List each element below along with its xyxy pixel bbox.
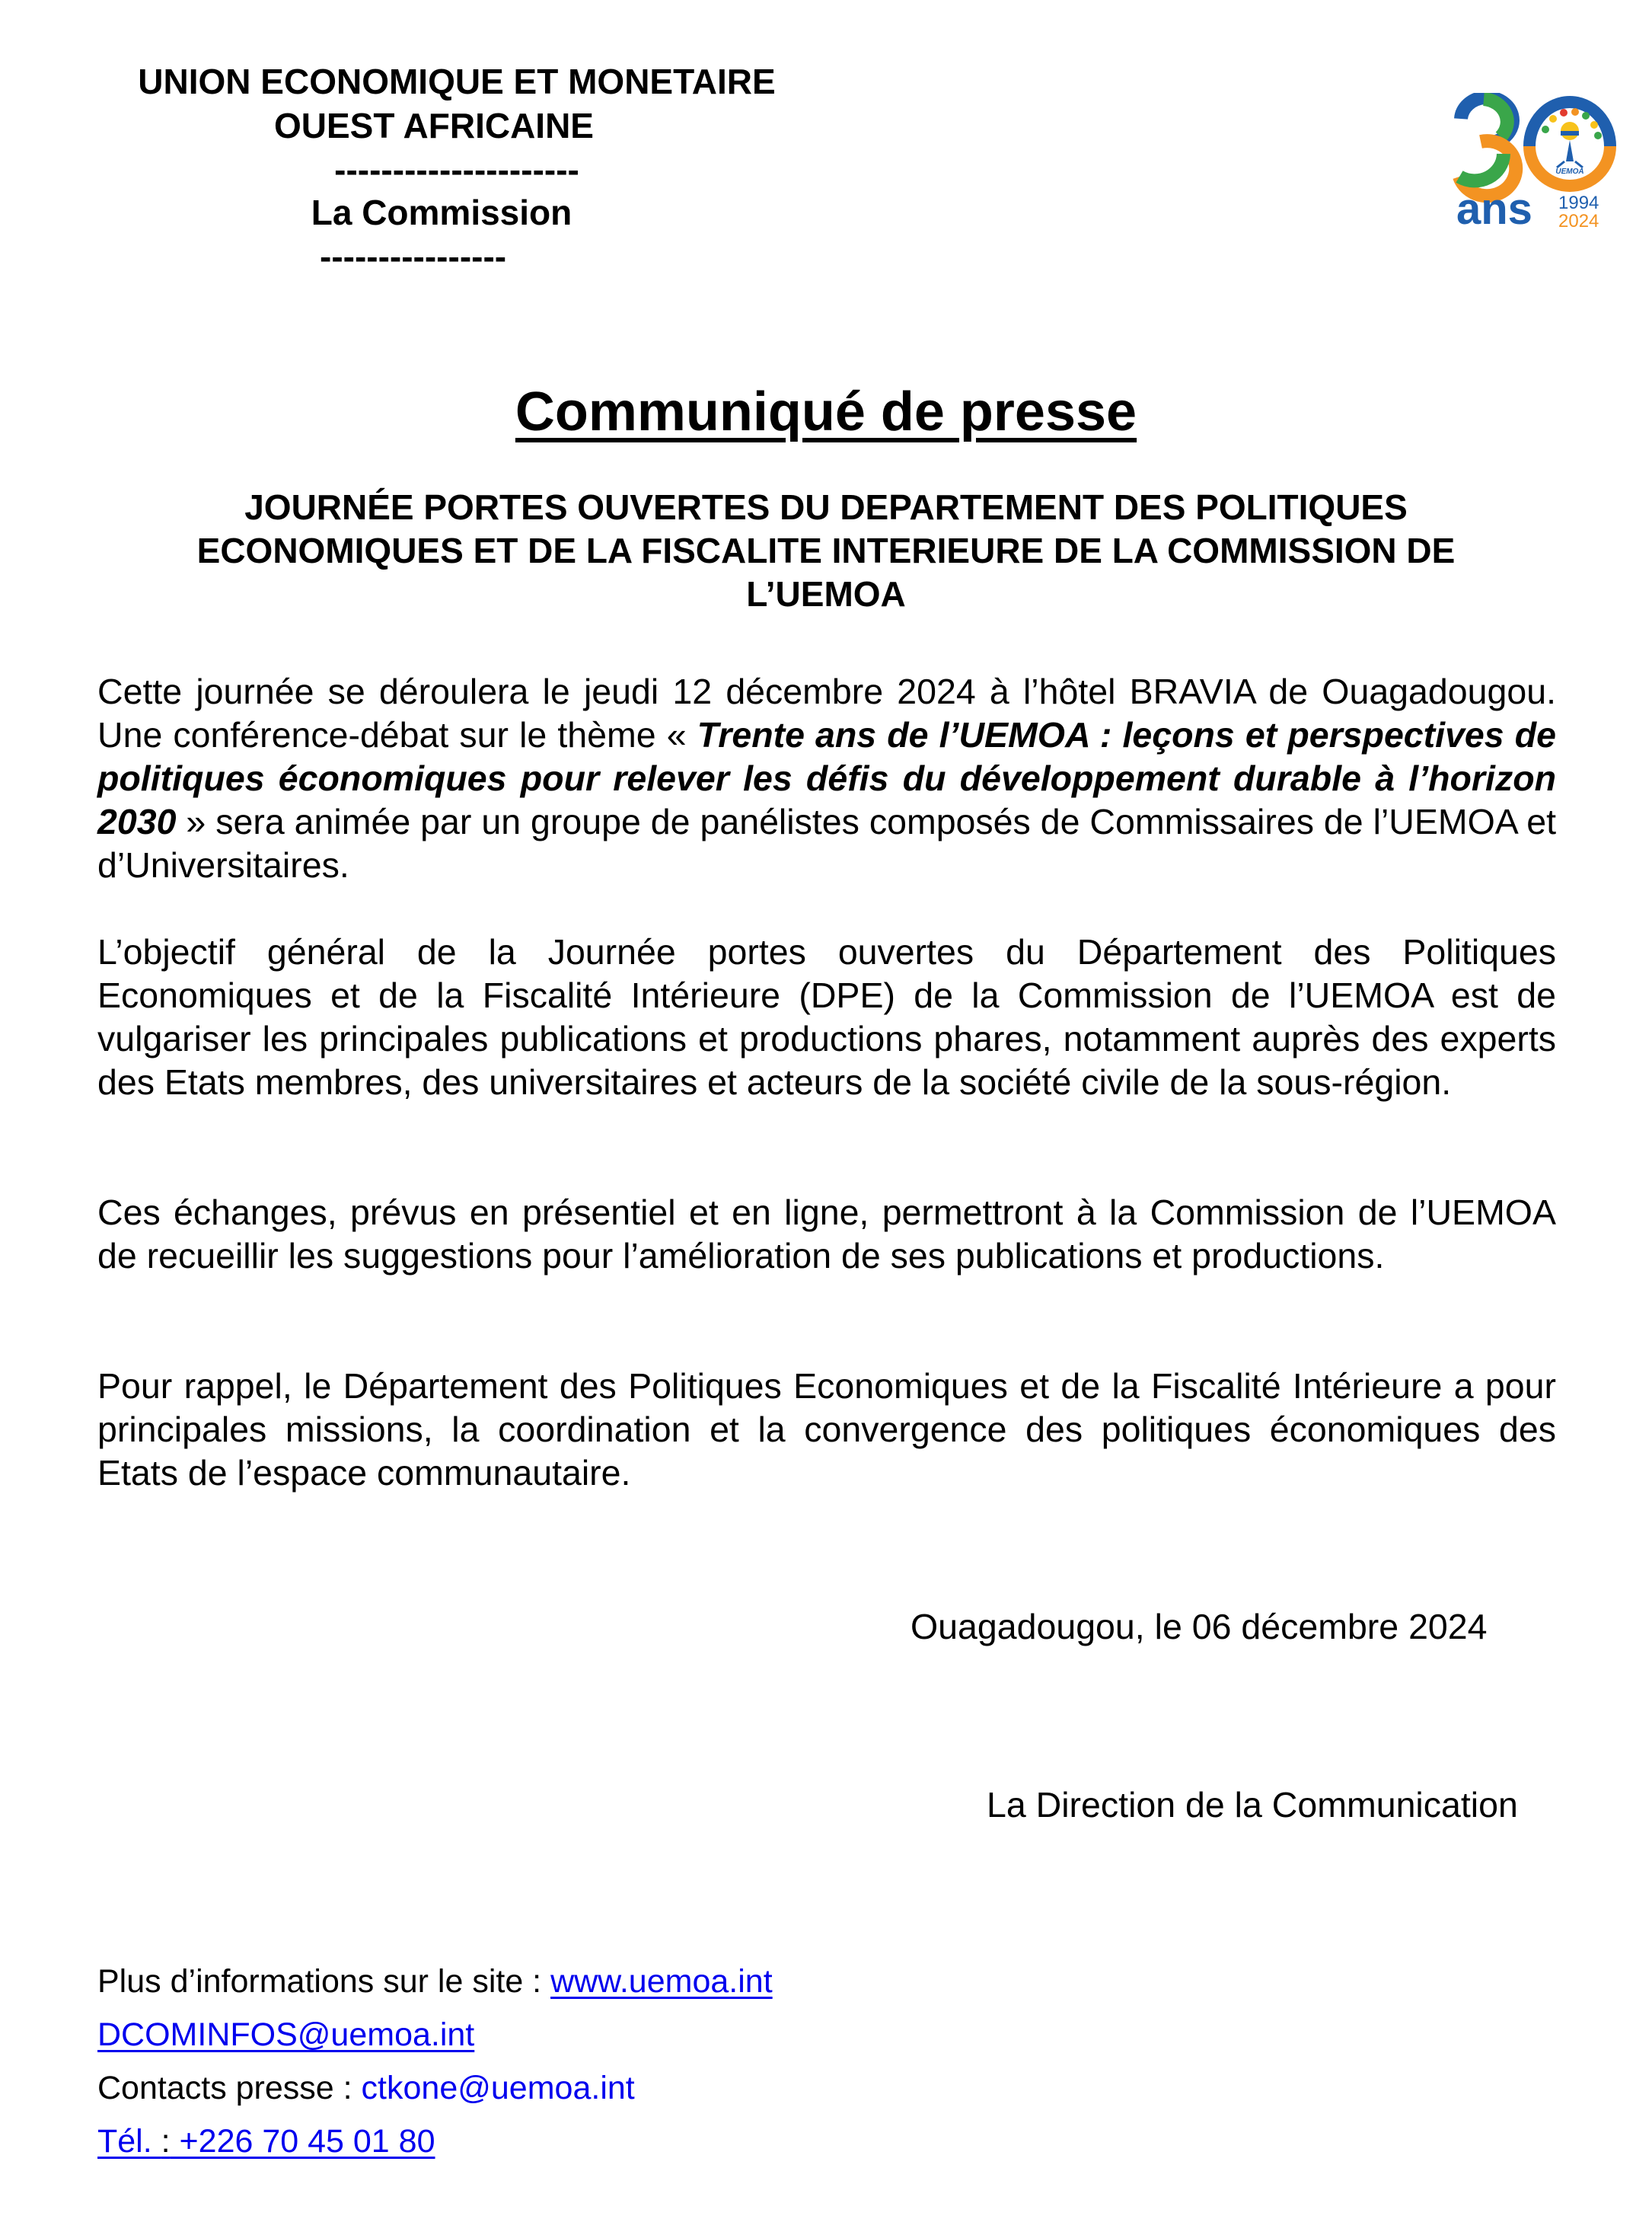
place-and-date: Ouagadougou, le 06 décembre 2024 bbox=[911, 1607, 1488, 1646]
issuer-signature: La Direction de la Communication bbox=[987, 1785, 1518, 1825]
dcominfos-email-link[interactable]: DCOMINFOS@uemoa.int bbox=[97, 2016, 475, 2053]
logo-year-start: 1994 bbox=[1558, 193, 1599, 213]
logo-graphic bbox=[1450, 93, 1618, 234]
logo-year-end: 2024 bbox=[1558, 211, 1599, 231]
phone-label[interactable]: Tél. bbox=[97, 2123, 161, 2160]
organization-name-line2: OUEST AFRICAINE bbox=[274, 106, 594, 145]
header-divider: --------------------- bbox=[334, 150, 579, 190]
footer-press-contact-line bbox=[97, 2067, 635, 2109]
footer-email-line bbox=[97, 2013, 474, 2056]
page-title-text: Communiqué de presse bbox=[515, 382, 1137, 442]
paragraph-objective: L’objectif général de la Journée portes ouvertes du Département des Politiques Economiques et de la Fiscalité Intérieure (DPE) de la Commission de l’UEMOA est de vulgariser les principales publications et productions phares, notamment auprès des experts des Etats membres, des universitaires et acteurs de la société civile de la sous-région. bbox=[97, 932, 1556, 1102]
paragraph-reminder: Pour rappel, le Département des Politiques Economiques et de la Fiscalité Intérieure a pour principales missions, la coordination et la convergence des politiques économiques des Etats de l’espace communautaire. bbox=[97, 1366, 1556, 1493]
website-label: Plus d’informations sur le site : bbox=[97, 1963, 551, 2000]
website-link[interactable]: www.uemoa.int bbox=[550, 1963, 773, 2000]
uemoa-30-years-logo bbox=[1450, 93, 1618, 234]
conference-theme: Trente ans de l’UEMOA : leçons et perspectives de politiques économiques pour relever les défis du développement durable à l’horizon 2030 bbox=[97, 715, 1557, 841]
press-contact-email[interactable]: ctkone@uemoa.int bbox=[361, 2070, 635, 2106]
footer-phone-line bbox=[97, 2120, 435, 2163]
press-release-subject: JOURNÉE PORTES OUVERTES DU DEPARTEMENT DES POLITIQUES ECONOMIQUES ET DE LA FISCALITE INTERIEURE DE LA COMMISSION DE L’UEMOA bbox=[196, 487, 1456, 614]
commission-label: La Commission bbox=[311, 193, 572, 232]
organization-name-line1: UNION ECONOMIQUE ET MONETAIRE bbox=[138, 62, 776, 101]
paragraph-exchanges: Ces échanges, prévus en présentiel et en ligne, permettront à la Commission de l’UEMOA de recueillir les suggestions pour l’amélioration de ses publications et productions. bbox=[97, 1193, 1556, 1276]
event-panel-text: » sera animée par un groupe de panélistes composés de Commissaires de l’UEMOA et d’Universitaires. bbox=[97, 802, 1556, 885]
paragraph-event-details bbox=[97, 670, 1556, 887]
phone-number-link[interactable]: +226 70 45 01 80 bbox=[170, 2123, 435, 2160]
event-intro-text: Cette journée se déroulera le jeudi 12 décembre 2024 à l’hôtel BRAVIA de Ouagadougou. Une conférence-débat sur le thème « bbox=[97, 672, 1556, 755]
footer-website-line bbox=[97, 1960, 773, 2003]
page-title bbox=[0, 379, 1652, 445]
logo-word: ans bbox=[1456, 184, 1532, 234]
header-divider: ---------------- bbox=[320, 237, 507, 276]
press-contact-label: Contacts presse : bbox=[97, 2070, 362, 2106]
uemoa-emblem-icon bbox=[1542, 108, 1602, 176]
logo-emblem-text: UEMOA bbox=[1555, 168, 1584, 176]
phone-colon: : bbox=[161, 2123, 171, 2160]
